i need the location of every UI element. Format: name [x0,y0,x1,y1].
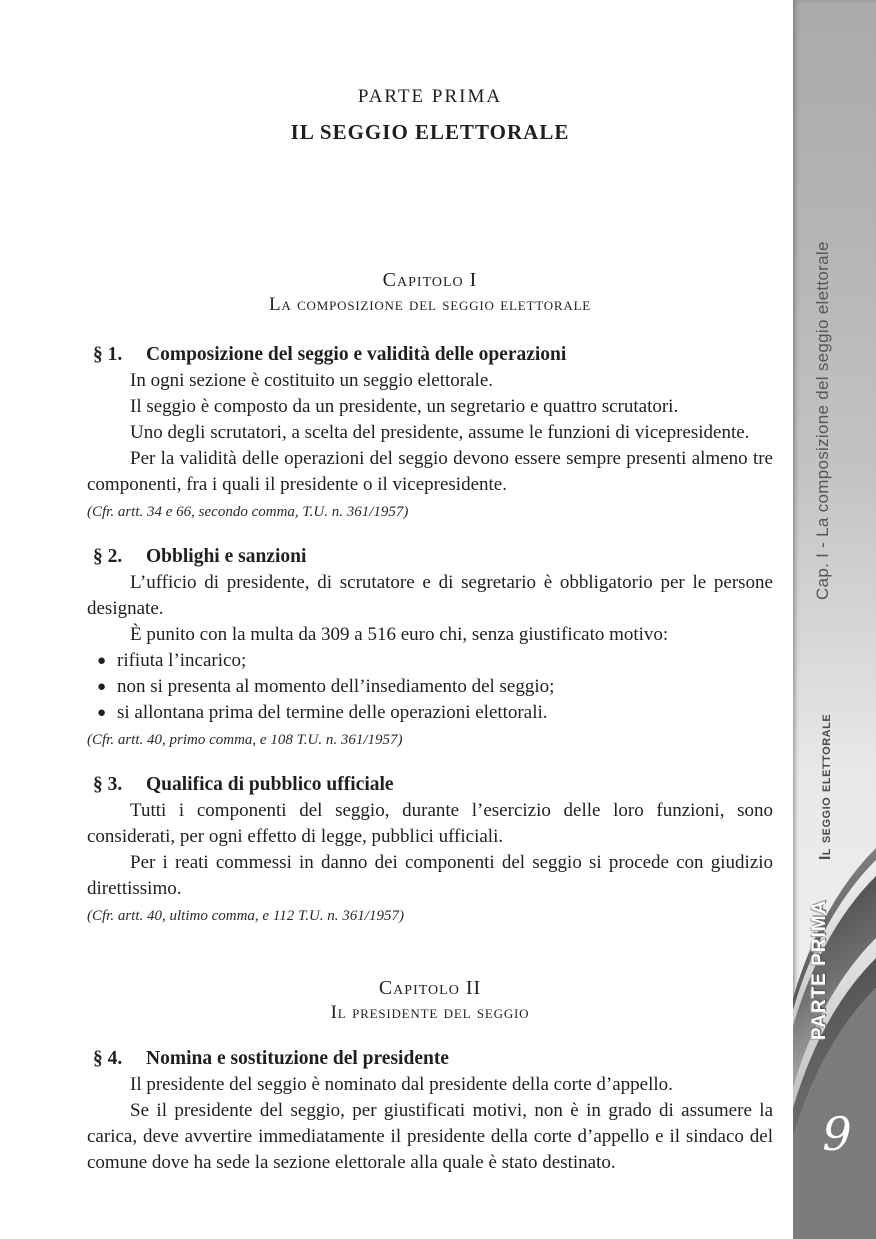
section-number: § 2. [93,546,123,567]
section-title: Nomina e sostituzione del presidente [146,1048,449,1069]
list-item-text: si allontana prima del termine delle operazioni elettorali. [117,702,548,723]
paragraph: Il presidente del seggio è nominato dal presidente della corte d’appello. [130,1074,673,1095]
bullet-dot-icon: ● [97,653,107,669]
paragraph: Se il presidente del seggio, per giustificati motivi, non è in grado di assumere la carica, deve avvertire immediatamente il presidente della corte d’appello e il sindaco del comune dove ha sede la sezione elettorale alla quale è stato destinato. [87,1100,773,1173]
chapter-subtitle: La composizione del seggio elettorale [268,294,592,315]
paragraph: Tutti i componenti del seggio, durante l’esercizio delle loro funzioni, sono considerati, per ogni effetto di legge, pubblici ufficiali. [87,800,773,847]
bullet-dot-icon: ● [97,679,107,695]
text-column [87,0,773,1176]
section-title: Qualifica di pubblico ufficiale [146,774,394,795]
legal-citation: (Cfr. artt. 40, primo comma, e 108 T.U. n. 361/1957) [87,732,403,748]
paragraph: Il seggio è composto da un presidente, un segretario e quattro scrutatori. [130,396,679,417]
paragraph: In ogni sezione è costituito un seggio elettorale. [130,370,494,391]
page-edge-tab [793,0,876,1239]
chapter-subtitle: Il presidente del seggio [330,1002,530,1023]
page-number: 9 [822,1107,852,1161]
section-3-heading [87,772,773,798]
paragraph: Per la validità delle operazioni del seggio devono essere sempre presenti almeno tre componenti, fra i quali il presidente o il vicepresidente. [87,448,773,495]
chapter-2-heading [87,976,773,1026]
list-item-text: non si presenta al momento dell’insediamento del seggio; [117,676,555,697]
list-item [87,648,773,674]
paragraph: È punito con la multa da 309 a 516 euro chi, senza giustificato motivo: [130,624,669,645]
section-title: Obblighi e sanzioni [146,546,307,567]
bullet-list [87,648,773,726]
legal-citation: (Cfr. artt. 40, ultimo comma, e 112 T.U. n. 361/1957) [87,908,404,924]
sidebar-chapter-label: Cap. I - La composizione del seggio elettorale [813,241,832,600]
list-item [87,700,773,726]
paragraph: Uno degli scrutatori, a scelta del presidente, assume le funzioni di vicepresidente. [130,422,750,443]
section-number: § 4. [93,1048,123,1069]
section-1-heading [87,342,773,368]
bullet-dot-icon: ● [97,705,107,721]
chapter-label: Capitolo II [378,977,482,999]
section-4-heading [87,1046,773,1072]
legal-citation: (Cfr. artt. 34 e 66, secondo comma, T.U. n. 361/1957) [87,504,409,520]
paragraph: Per i reati commessi in danno dei componenti del seggio si procede con giudizio direttissimo. [87,852,773,899]
chapter-label: Capitolo I [382,269,478,291]
part-heading: PARTE PRIMA [357,86,503,107]
section-2-heading [87,544,773,570]
chapter-1-heading [87,268,773,318]
sidebar-part-label: PARTE PRIMA [809,899,830,1040]
list-item [87,674,773,700]
list-item-text: rifiuta l’incarico; [117,650,247,671]
section-number: § 1. [93,344,123,365]
sidebar-book-title: Il seggio elettorale [817,713,834,860]
paragraph: L’ufficio di presidente, di scrutatore e di segretario è obbligatorio per le persone designate. [87,572,773,619]
section-title: Composizione del seggio e validità delle operazioni [146,344,567,365]
section-number: § 3. [93,774,123,795]
book-title: IL SEGGIO ELETTORALE [290,120,570,144]
